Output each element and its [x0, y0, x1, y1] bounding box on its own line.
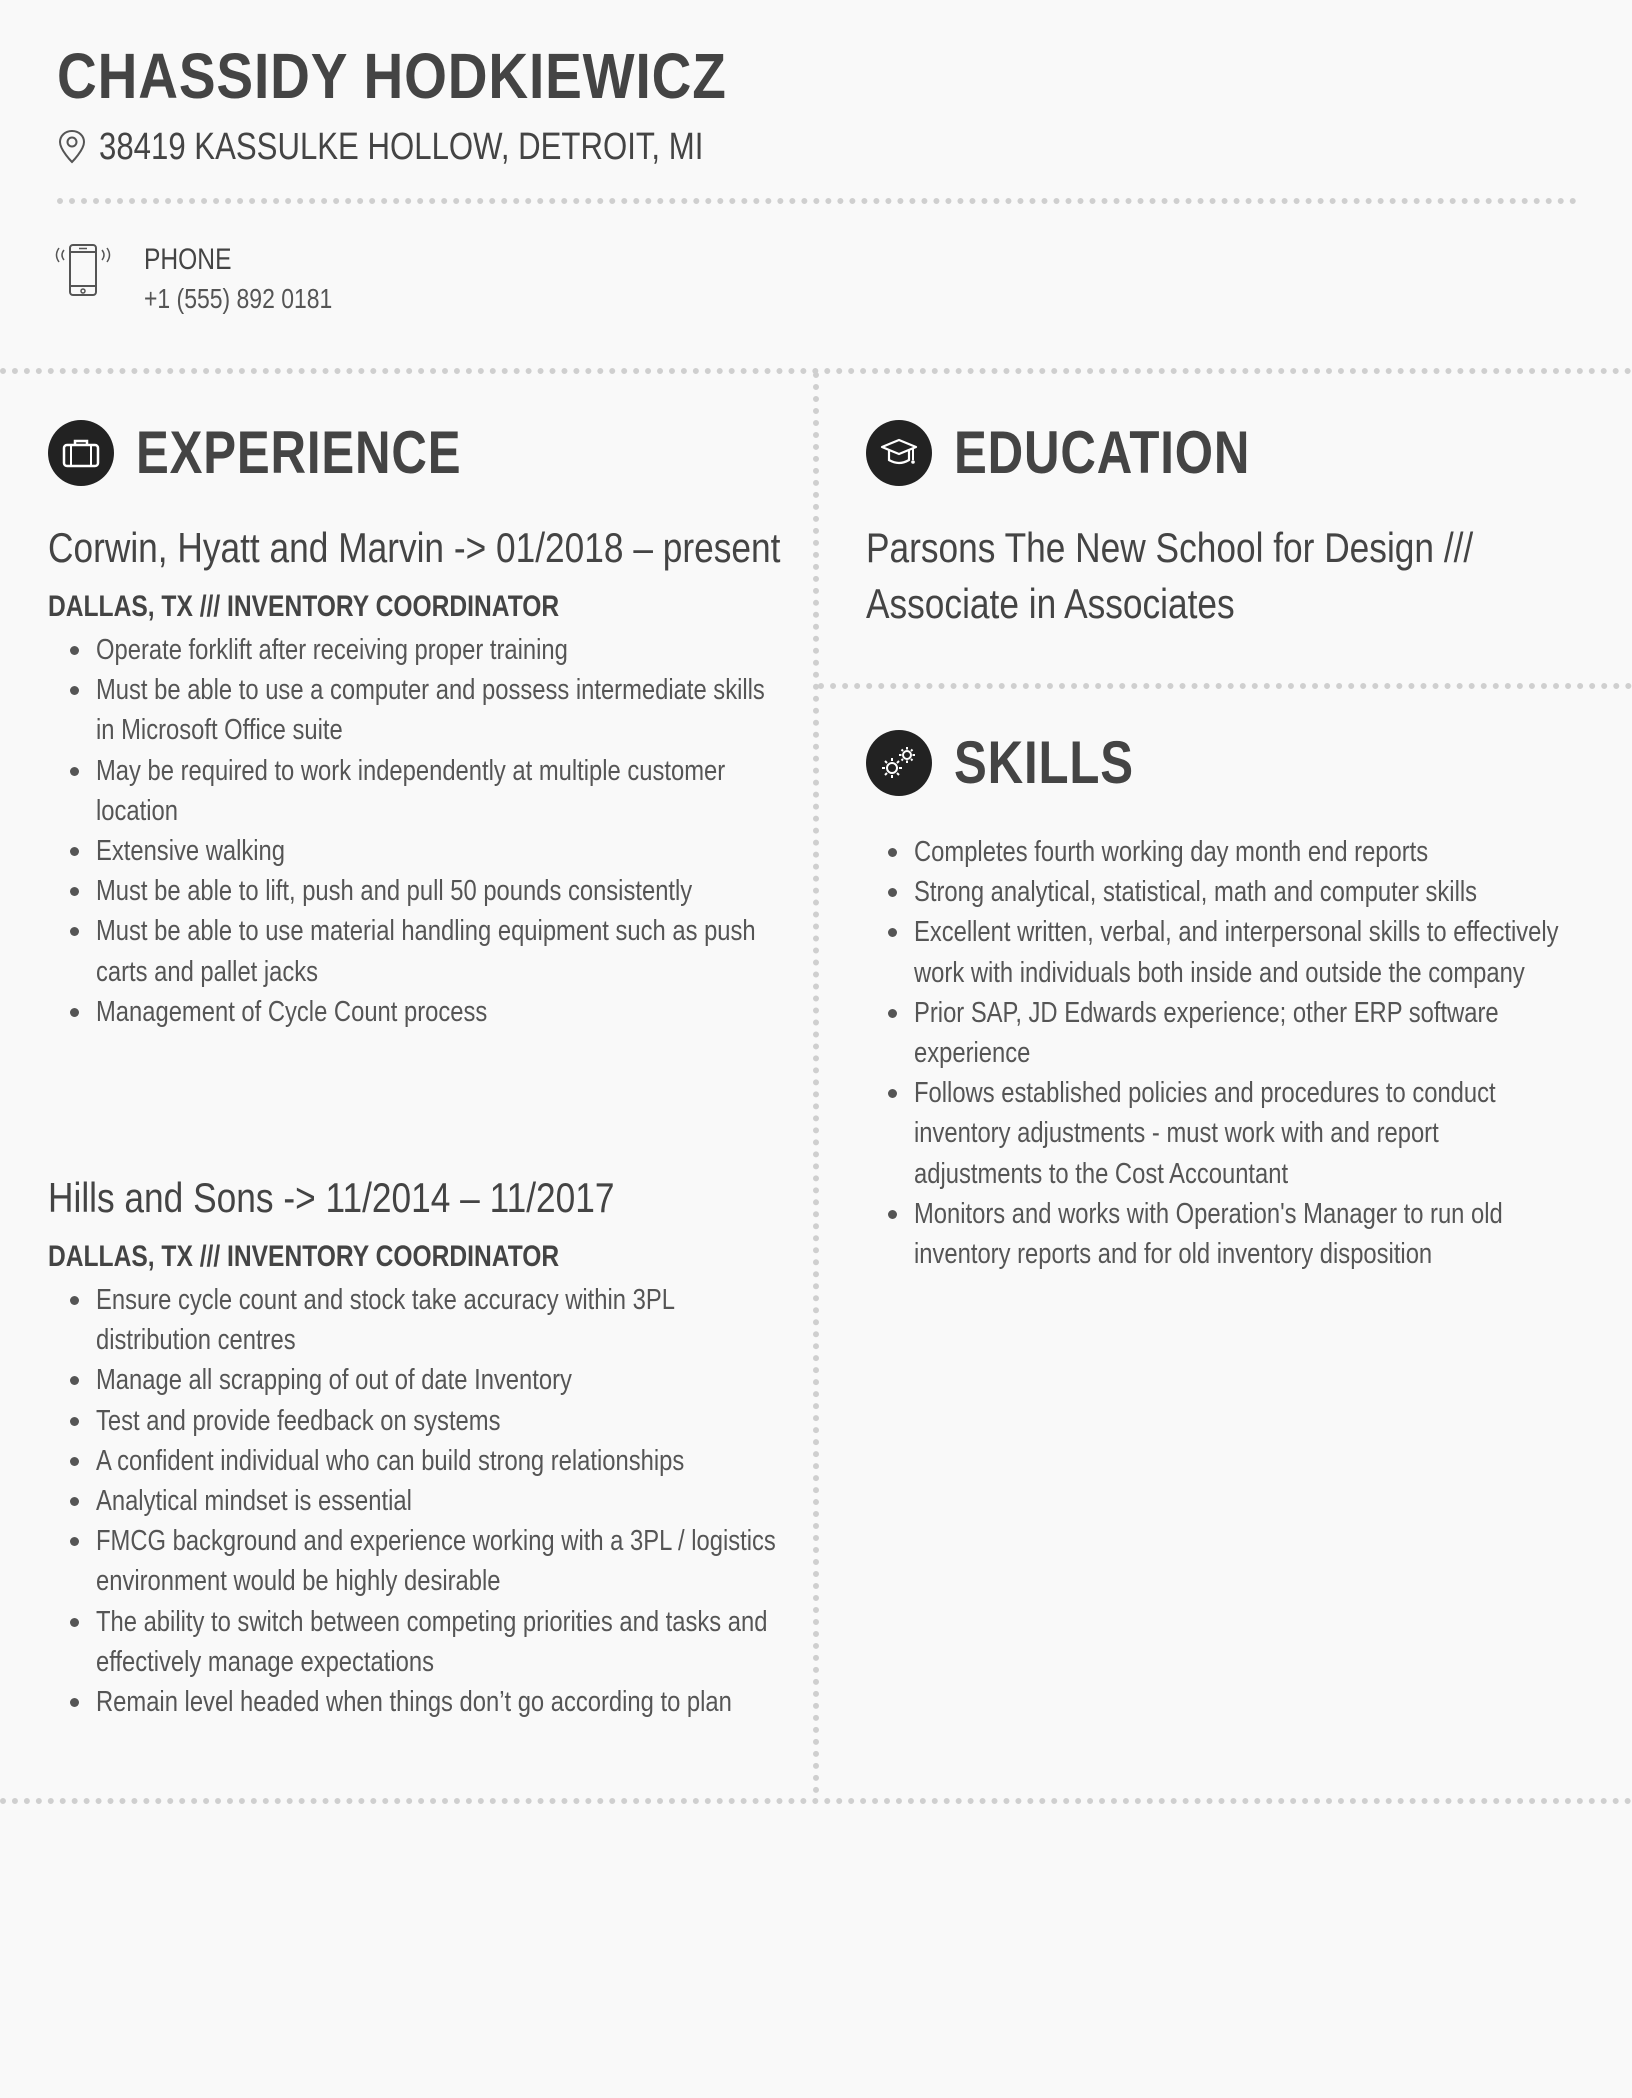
education-title: EDUCATION — [954, 419, 1251, 486]
education-entry — [866, 520, 1566, 632]
list-item: Prior SAP, JD Edwards experience; other ERP software experience — [914, 993, 1566, 1073]
list-item: May be required to work independently at multiple customer location — [96, 751, 788, 831]
phone-label: PHONE — [144, 243, 232, 276]
location-pin-icon — [57, 129, 87, 165]
contact-text — [144, 240, 374, 318]
list-item: Follows established policies and procedures to conduct inventory adjustments - must work with and report adjustments to the Cost Accountant — [914, 1073, 1566, 1194]
education-degree: Parsons The New School for Design /// Associate in Associates — [866, 524, 1474, 627]
education-divider — [818, 683, 1632, 689]
skills-list — [866, 832, 1566, 1274]
briefcase-icon — [48, 420, 114, 486]
list-item: Monitors and works with Operation's Manager to run old inventory reports and for old inventory disposition — [914, 1194, 1566, 1274]
list-item: Extensive walking — [96, 831, 788, 871]
list-item: Operate forklift after receiving proper training — [96, 630, 788, 670]
skills-title: SKILLS — [954, 729, 1134, 796]
skills-list-wrap — [866, 832, 1566, 1274]
gears-icon — [866, 730, 932, 796]
list-item: Manage all scrapping of out of date Inventory — [96, 1360, 788, 1400]
list-item: The ability to switch between competing priorities and tasks and effectively manage expectations — [96, 1602, 788, 1682]
phone-number: +1 (555) 892 0181 — [144, 283, 333, 314]
experience-title: EXPERIENCE — [136, 419, 462, 486]
experience-heading — [48, 418, 533, 487]
graduation-cap-icon — [866, 420, 932, 486]
job-location-title: DALLAS, TX /// INVENTORY COORDINATOR — [48, 1240, 560, 1273]
header-divider — [57, 198, 1577, 204]
list-item: Completes fourth working day month end reports — [914, 832, 1566, 872]
list-item: Must be able to lift, push and pull 50 pounds consistently — [96, 871, 788, 911]
job-duties — [48, 1280, 788, 1722]
list-item: Remain level headed when things don’t go according to plan — [96, 1682, 788, 1722]
job-heading: Corwin, Hyatt and Marvin -> 01/2018 – present — [48, 524, 781, 571]
mobile-phone-icon — [54, 240, 112, 302]
job-location-title: DALLAS, TX /// INVENTORY COORDINATOR — [48, 590, 560, 623]
list-item: A confident individual who can build strong relationships — [96, 1441, 788, 1481]
job-heading: Hills and Sons -> 11/2014 – 11/2017 — [48, 1174, 615, 1221]
list-item: Excellent written, verbal, and interpersonal skills to effectively work with individuals both inside and outside the company — [914, 912, 1566, 992]
list-item: Must be able to use material handling equipment such as push carts and pallet jacks — [96, 911, 788, 991]
job-entry — [48, 1170, 788, 1722]
job-entry — [48, 520, 788, 1032]
address-text: 38419 KASSULKE HOLLOW, DETROIT, MI — [99, 126, 704, 168]
list-item: Must be able to use a computer and possess intermediate skills in Microsoft Office suite — [96, 670, 788, 750]
list-item: Management of Cycle Count process — [96, 992, 788, 1032]
contact-phone — [54, 240, 374, 318]
skills-heading — [866, 728, 1173, 797]
list-item: FMCG background and experience working with a 3PL / logistics environment would be highly desirable — [96, 1521, 788, 1601]
job-duties — [48, 630, 788, 1032]
list-item: Test and provide feedback on systems — [96, 1401, 788, 1441]
address-row — [57, 124, 1577, 170]
column-divider — [813, 372, 819, 1794]
list-item: Strong analytical, statistical, math and computer skills — [914, 872, 1566, 912]
education-heading — [866, 418, 1315, 487]
list-item: Analytical mindset is essential — [96, 1481, 788, 1521]
candidate-name: CHASSIDY HODKIEWICZ — [57, 40, 727, 112]
list-item: Ensure cycle count and stock take accuracy within 3PL distribution centres — [96, 1280, 788, 1360]
resume-header — [57, 36, 1577, 170]
footer-divider — [0, 1798, 1632, 1804]
